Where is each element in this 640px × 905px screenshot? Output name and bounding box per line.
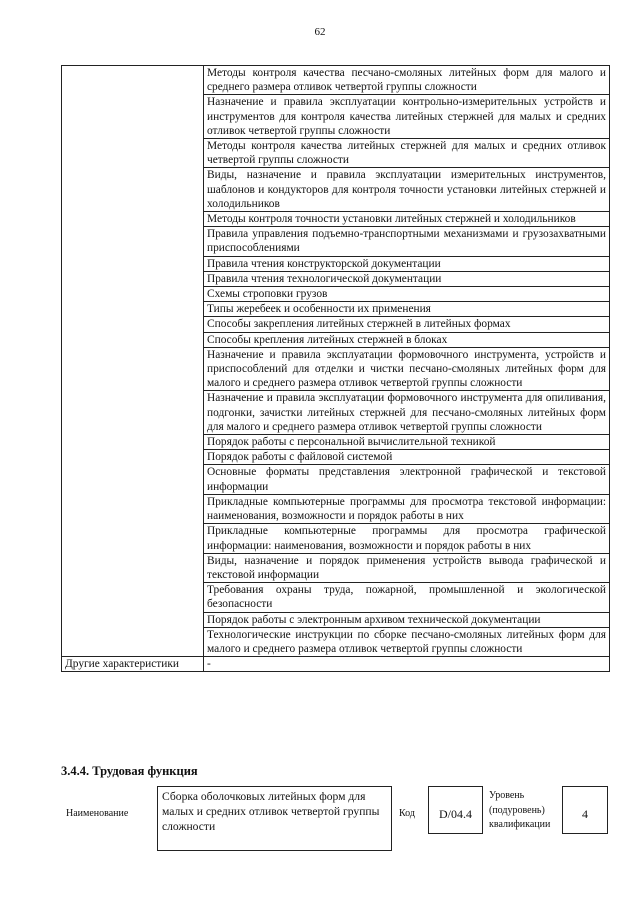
- requirement-item: Прикладные компьютерные программы для просмотра графической информации: наименования, возможности и порядок работы в них: [204, 524, 610, 553]
- page-number: 62: [314, 26, 326, 38]
- requirement-item: Виды, назначение и правила эксплуатации измерительных инструментов, шаблонов и кондукторов для контроля точности установки литейных стержней и холодильников: [204, 168, 610, 212]
- requirement-item: Правила чтения технологической документации: [204, 271, 610, 286]
- other-characteristics-label: Другие характеристики: [62, 657, 204, 672]
- requirement-item: Методы контроля качества песчано-смоляных литейных форм для малого и среднего размера отливок четвертой группы сложности: [204, 66, 610, 95]
- code-box: D/04.4: [428, 786, 483, 834]
- requirement-item: Методы контроля качества литейных стержней для малых и средних отливок четвертой группы сложности: [204, 139, 610, 168]
- level-box: 4: [562, 786, 608, 834]
- requirements-table: [61, 65, 610, 672]
- requirement-item: Порядок работы с персональной вычислительной техникой: [204, 435, 610, 450]
- level-label-line-1: Уровень: [489, 790, 525, 801]
- requirement-item: Методы контроля точности установки литейных стержней и холодильников: [204, 212, 610, 227]
- requirement-item: Назначение и правила эксплуатации формовочного инструмента, устройств и приспособлений для отделки и чистки песчано-смоляных литейных форм для малого и среднего размера отливок четвертой группы сложности: [204, 347, 610, 391]
- name-label: Наименование: [66, 808, 129, 819]
- other-characteristics-value: -: [204, 657, 610, 672]
- requirement-item: Технологические инструкции по сборке песчано-смоляных литейных форм для малого и среднего размера отливок четвертой группы сложности: [204, 627, 610, 656]
- level-label-line-2: (подуровень): [489, 805, 545, 816]
- requirement-item: Прикладные компьютерные программы для просмотра текстовой информации: наименования, возможности и порядок работы в них: [204, 494, 610, 523]
- requirement-item: Порядок работы с электронным архивом технической документации: [204, 612, 610, 627]
- requirement-item: Схемы строповки грузов: [204, 287, 610, 302]
- requirements-table-body: [62, 66, 610, 672]
- requirement-item: Правила чтения конструкторской документации: [204, 256, 610, 271]
- requirement-item: Назначение и правила эксплуатации контрольно-измерительных устройств и инструментов для контроля качества литейных стержней для малых и средних отливок четвертой группы сложности: [204, 95, 610, 139]
- code-label: Код: [399, 808, 415, 819]
- requirement-item: Типы жеребеек и особенности их применения: [204, 302, 610, 317]
- requirement-item: Порядок работы с файловой системой: [204, 450, 610, 465]
- function-name-box: Сборка оболочковых литейных форм для малых и средних отливок четвертой группы сложности: [157, 786, 392, 851]
- requirement-item: Виды, назначение и порядок применения устройств вывода графической и текстовой информации: [204, 553, 610, 582]
- requirement-item: Способы закрепления литейных стержней в литейных формах: [204, 317, 610, 332]
- other-characteristics-row: [62, 657, 610, 672]
- table-row: [62, 66, 610, 95]
- requirement-item: Требования охраны труда, пожарной, промышленной и экологической безопасности: [204, 583, 610, 612]
- characteristic-label-cell: [62, 66, 204, 657]
- level-label-line-3: квалификации: [489, 819, 551, 830]
- requirement-item: Основные форматы представления электронной графической и текстовой информации: [204, 465, 610, 494]
- requirement-item: Назначение и правила эксплуатации формовочного инструмента для опиливания, подгонки, зачистки литейных стержней для песчано-смоляных литейных форм для малого и среднего размера отливок четвертой группы сложности: [204, 391, 610, 435]
- requirement-item: Способы крепления литейных стержней в блоках: [204, 332, 610, 347]
- section-heading: 3.4.4. Трудовая функция: [61, 764, 198, 778]
- requirement-item: Правила управления подъемно-транспортными механизмами и грузозахватными приспособлениями: [204, 227, 610, 256]
